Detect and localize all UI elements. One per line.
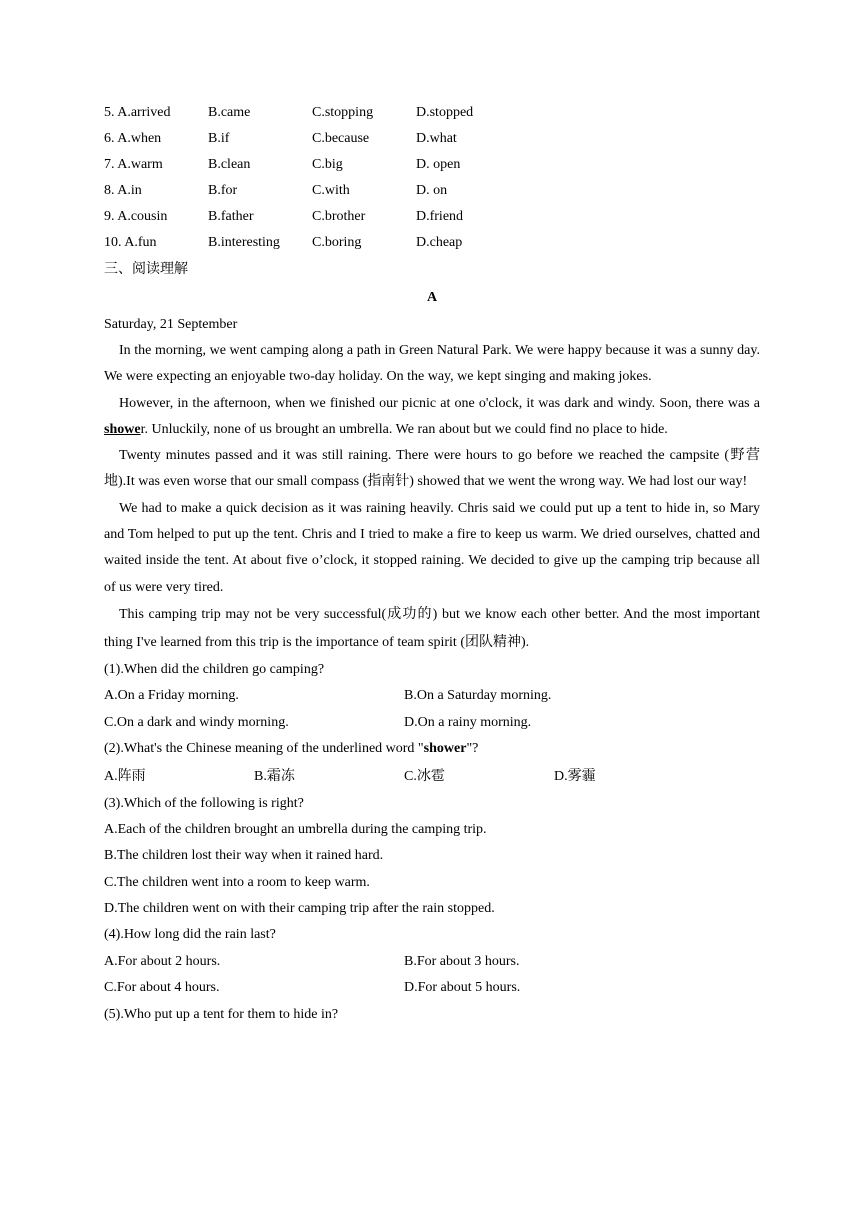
passage-paragraph-5: This camping trip may not be very successful(成功的) but we know each other better. And the most important thing I've learned from this trip is the importance of team spirit (团队精神). <box>104 606 760 650</box>
option-a: 6. A.when <box>104 131 162 146</box>
option-b: B.father <box>208 209 254 224</box>
option-row <box>104 230 760 256</box>
answer-b: B.霜冻 <box>254 768 295 784</box>
option-c: C.with <box>312 183 350 198</box>
option-b: B.if <box>208 131 230 146</box>
option-a: 9. A.cousin <box>104 209 168 224</box>
option-c: C.brother <box>312 209 366 224</box>
option-row <box>104 152 760 178</box>
question-stem: (1).When did the children go camping? <box>104 661 325 677</box>
option-a: 7. A.warm <box>104 157 163 172</box>
answer-d: D.On a rainy morning. <box>404 714 532 730</box>
question-stem: (4).How long did the rain last? <box>104 927 276 943</box>
stem-keyword: shower <box>423 741 467 757</box>
answer-d: D.For about 5 hours. <box>404 980 521 996</box>
passage-paragraph-2 <box>104 391 760 444</box>
option-c: C.big <box>312 157 343 172</box>
passage-paragraph-4: We had to make a quick decision as it was raining heavily. Chris said we could put up a tent to hide in, so Mary and Tom helped to put up the tent. Chris and I tried to make a fire to keep us warm. We dried ourselves, chatted and waited inside the tent. At about five o’clock, it stopped raining. We decided to give up the camping trip because all of us were very tired. <box>104 500 760 595</box>
answer-c: C.The children went into a room to keep warm. <box>104 874 370 890</box>
option-a: 5. A.arrived <box>104 105 171 120</box>
answer-b: B.On a Saturday morning. <box>404 688 552 704</box>
question-2 <box>104 736 760 790</box>
question-4 <box>104 922 760 1001</box>
option-c: C.because <box>312 131 370 146</box>
passage-date: Saturday, 21 September <box>104 317 238 332</box>
answer-c: C.On a dark and windy morning. <box>104 714 289 730</box>
question-stem <box>104 736 760 762</box>
paragraph-text: However, in the afternoon, when we finished our picnic at one o'clock, it was dark and windy. Soon, there was a <box>119 395 760 411</box>
option-d: D.cheap <box>416 235 463 250</box>
passage-paragraph-3: Twenty minutes passed and it was still raining. There were hours to go before we reached the campsite (野营地).It was even worse that our small compass (指南针) showed that we went the wrong way. We had lost our way! <box>104 448 760 490</box>
option-b: B.clean <box>208 157 251 172</box>
answer-row <box>104 975 760 1001</box>
passage-paragraph-1: In the morning, we went camping along a path in Green Natural Park. We were happy because it was a sunny day. We were expecting an enjoyable two-day holiday. On the way, we kept singing and making jokes. <box>104 343 760 385</box>
cloze-options <box>104 100 760 256</box>
option-c: C.boring <box>312 235 362 250</box>
option-row <box>104 100 760 126</box>
answer-row <box>104 710 760 736</box>
question-1 <box>104 657 760 736</box>
option-a: 10. A.fun <box>104 235 157 250</box>
option-d: D.what <box>416 131 457 146</box>
option-d: D. on <box>416 183 448 198</box>
passage-label: A <box>426 290 438 305</box>
answer-c: C.For about 4 hours. <box>104 980 220 996</box>
answer-c: C.冰雹 <box>404 768 445 784</box>
underlined-word: showe <box>104 421 141 437</box>
answer-row <box>104 683 760 709</box>
stem-text: (2).What's the Chinese meaning of the underlined word " <box>104 741 424 757</box>
answer-a: A.Each of the children brought an umbrella during the camping trip. <box>104 821 487 837</box>
paragraph-text: r. Unluckily, none of us brought an umbrella. We ran about but we could find no place to hide. <box>140 421 668 437</box>
answer-d: D.The children went on with their camping trip after the rain stopped. <box>104 901 495 917</box>
option-b: B.came <box>208 105 251 120</box>
question-stem: (3).Which of the following is right? <box>104 795 304 811</box>
option-row <box>104 126 760 152</box>
option-c: C.stopping <box>312 105 374 120</box>
option-d: D.stopped <box>416 105 474 120</box>
stem-text: "? <box>466 741 479 757</box>
answer-b: B.The children lost their way when it rained hard. <box>104 848 384 864</box>
answer-a: A.On a Friday morning. <box>104 688 239 704</box>
question-stem: (5).Who put up a tent for them to hide in? <box>104 1006 339 1022</box>
section-heading: 三、阅读理解 <box>104 262 188 277</box>
option-d: D.friend <box>416 209 464 224</box>
option-b: B.interesting <box>208 235 280 250</box>
option-row <box>104 204 760 230</box>
answer-row <box>104 763 760 791</box>
exam-page <box>104 100 760 1028</box>
answer-b: B.For about 3 hours. <box>404 953 520 969</box>
question-3 <box>104 791 760 923</box>
answer-d: D.雾霾 <box>554 768 596 784</box>
answer-row <box>104 949 760 975</box>
option-d: D. open <box>416 157 461 172</box>
question-5 <box>104 1002 760 1028</box>
option-a: 8. A.in <box>104 183 142 198</box>
option-row <box>104 178 760 204</box>
option-b: B.for <box>208 183 238 198</box>
answer-a: A.For about 2 hours. <box>104 953 221 969</box>
answer-a: A.阵雨 <box>104 768 146 784</box>
